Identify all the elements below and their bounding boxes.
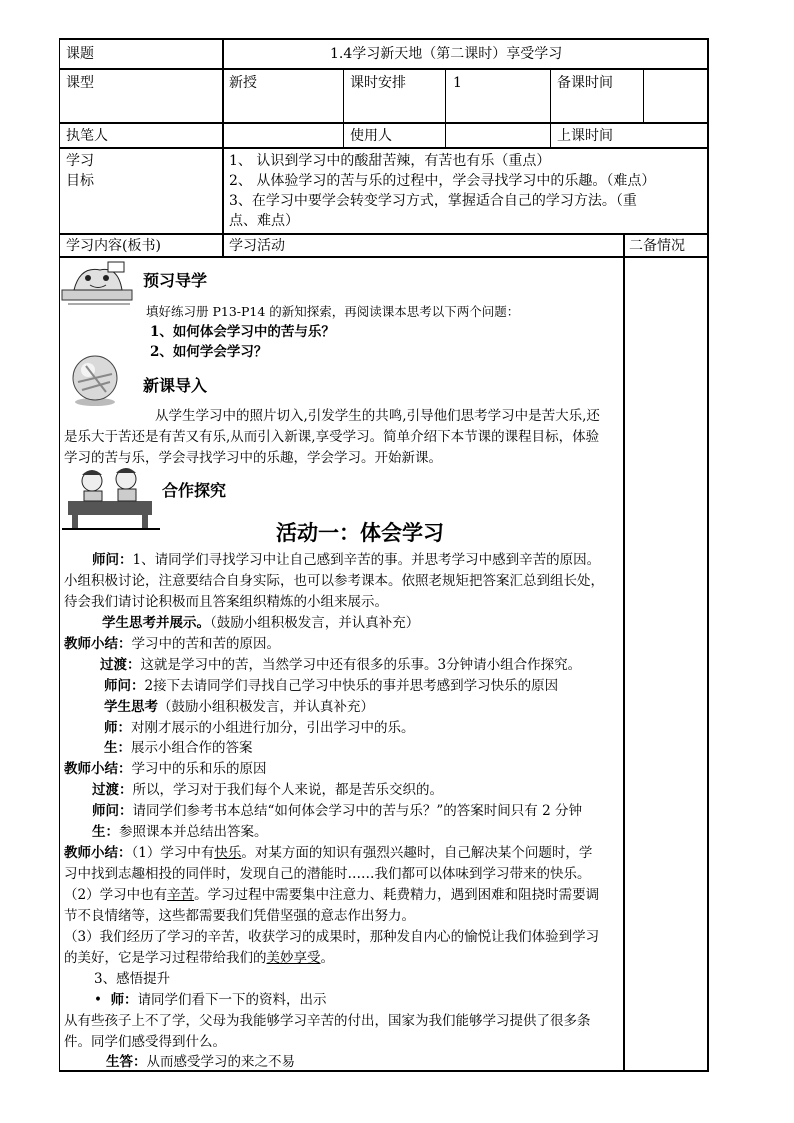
goal-4: 点、难点） — [229, 213, 299, 229]
students-studying-icon — [62, 465, 160, 531]
goal-2: 2、 从体验学习的苦与乐的过程中，学会寻找学习中的乐趣。（难点） — [229, 173, 656, 189]
text: 所以，学习对于我们每个人来说，都是苦乐交织的。 — [132, 782, 443, 798]
para-10 — [92, 780, 443, 800]
text: 展示小组合作的答案 — [131, 740, 253, 756]
text: （1）学习中有 — [131, 845, 215, 861]
underlined-word: 快乐 — [214, 845, 242, 861]
intro-heading: 新课导入 — [143, 376, 208, 395]
intro-line-2: 是乐大于苦还是有苦又有乐,从而引入新课,享受学习。简单介绍下本节课的课程目标，体验 — [64, 429, 600, 445]
label: 过渡： — [100, 657, 141, 673]
label: 师问： — [104, 678, 145, 694]
goal-1: 1、 认识到学习中的酸甜苦辣，有苦也有乐（重点） — [229, 153, 551, 169]
label: 教师小结： — [64, 636, 132, 652]
para-13 — [64, 843, 592, 863]
hours-label: 课时安排 — [350, 75, 406, 91]
text: 。学习过程中需要集中注意力、耗费精力，遇到困难和阻挠时需要调 — [194, 887, 600, 903]
text: 学习中的苦和苦的原因。 — [131, 636, 280, 652]
para-16: 3、感悟提升 — [94, 971, 171, 987]
type-label: 课型 — [66, 75, 94, 91]
goal-3: 3、在学习中要学会转变学习方式，掌握适合自己的学习方法。（重 — [229, 193, 637, 209]
para-14 — [64, 885, 599, 905]
text: 从而感受学习的来之不易 — [146, 1054, 295, 1070]
label: 教师小结： — [64, 845, 132, 861]
writer-label: 执笔人 — [66, 128, 108, 144]
para-13-line-2: 习中找到志趣相投的同伴时，发现自己的潜能时……我们都可以体味到学习带来的快乐。 — [64, 866, 591, 882]
question-1: 1、如何体会学习中的苦与乐？ — [150, 324, 335, 340]
label: 师问： — [92, 552, 133, 568]
course-label: 课题 — [66, 46, 94, 62]
para-15: （3）我们经历了学习的辛苦，收获学习的成果时，那种发自内心的愉悦让我们体验到学习 — [64, 929, 600, 945]
text: 。对某方面的知识有强烈兴趣时，自己解决某个问题时，学 — [241, 845, 593, 861]
text: 2接下去请同学们寻找自己学习中快乐的事并思考感到学习快乐的原因 — [144, 678, 559, 694]
preview-heading: 预习导学 — [143, 271, 208, 290]
text: 请同学们参考书本总结“如何体会学习中的苦与乐？”的答案时间只有 2 分钟 — [132, 803, 582, 819]
course-title: 1.4学习新天地（第二课时）享受学习 — [330, 46, 563, 62]
user-label: 使用人 — [350, 128, 392, 144]
preview-intro: 填好练习册 P13-P14 的新知探索，再阅读课本思考以下两个问题： — [146, 304, 520, 319]
underlined-word: 辛苦 — [167, 887, 195, 903]
type-value: 新授 — [229, 75, 257, 91]
para-18-line-2: 件。同学们感受得到什么。 — [64, 1034, 226, 1050]
para-19 — [106, 1052, 295, 1072]
label: 生： — [92, 824, 119, 840]
text: 1、请同学们寻找学习中让自己感到辛苦的事。并思考学习中感到辛苦的原因。 — [132, 552, 601, 568]
intro-line-3: 学习的苦与乐，学会寻找学习中的乐趣，学会学习。开始新课。 — [64, 450, 442, 466]
activity-label: 学习活动 — [229, 238, 285, 254]
text: 参照课本并总结出答案。 — [119, 824, 268, 840]
label: 师： — [110, 992, 138, 1008]
text: 这就是学习中的苦，当然学习中还有很多的乐事。3分钟请小组合作探究。 — [140, 657, 582, 673]
label: 师问： — [92, 803, 133, 819]
para-18: 从有些孩子上不了学，父母为我能够学习辛苦的付出，国家为我们能够学习提供了很多条 — [64, 1013, 591, 1029]
para-2 — [102, 613, 419, 633]
label: 生答： — [106, 1054, 147, 1070]
label: 学生思考 — [104, 699, 158, 715]
text: （鼓励小组积极发言，并认真补充） — [158, 699, 374, 715]
hours-value: 1 — [453, 75, 462, 91]
globe-ball-icon — [66, 352, 124, 408]
label: 过渡： — [92, 782, 133, 798]
intro-line-1: 从学生学习中的照片切入,引发学生的共鸣,引导他们思考学习中是苦大乐,还 — [155, 408, 600, 424]
label: 生： — [104, 740, 131, 756]
goal-label-1: 学习 — [66, 153, 94, 169]
para-14-line-2: 节不良情绪等，这些都需要我们凭借坚强的意志作出努力。 — [64, 908, 415, 924]
prep-time-label: 备课时间 — [557, 75, 613, 91]
text: （鼓励小组积极发言，并认真补充） — [210, 615, 420, 631]
para-1-line-2: 小组积极讨论，注意要结合自身实际，也可以参考课本。依照老规矩把答案汇总到组长处， — [64, 573, 604, 589]
para-11 — [92, 801, 582, 821]
text: 的美好，它是学习过程带给我们的 — [64, 950, 267, 966]
para-1 — [92, 550, 600, 570]
para-17 — [94, 990, 327, 1010]
para-15-line-2 — [64, 948, 334, 968]
para-7 — [104, 718, 415, 738]
text: 学习中的乐和乐的原因 — [131, 761, 267, 777]
para-5 — [104, 676, 558, 696]
text: 请同学们看下一下的资料，出示 — [137, 992, 327, 1008]
para-4 — [100, 655, 581, 675]
cartoon-scholar-icon — [60, 260, 138, 310]
text: （2）学习中也有 — [64, 887, 168, 903]
underlined-word: 美妙享受 — [266, 950, 321, 966]
question-2: 2、如何学会学习？ — [150, 344, 268, 360]
coop-heading: 合作探究 — [162, 481, 227, 500]
label: 师： — [104, 720, 131, 736]
para-12 — [92, 822, 268, 842]
activity-title: 活动一：体会学习 — [276, 521, 444, 545]
text: 对刚才展示的小组进行加分，引出学习中的乐。 — [131, 720, 415, 736]
bullet: • — [94, 992, 102, 1008]
para-6 — [104, 697, 374, 717]
goal-label-2: 目标 — [66, 173, 94, 189]
label: 教师小结： — [64, 761, 132, 777]
para-9 — [64, 759, 267, 779]
review-label: 二备情况 — [629, 238, 685, 254]
label: 学生思考并展示。 — [102, 615, 210, 631]
class-time-label: 上课时间 — [557, 128, 613, 144]
para-1-line-3: 待会我们请讨论积极而且答案组织精炼的小组来展示。 — [64, 594, 388, 610]
content-label: 学习内容(板书) — [66, 238, 161, 254]
text: 。 — [320, 950, 334, 966]
para-8 — [104, 738, 253, 758]
para-3 — [64, 634, 280, 654]
